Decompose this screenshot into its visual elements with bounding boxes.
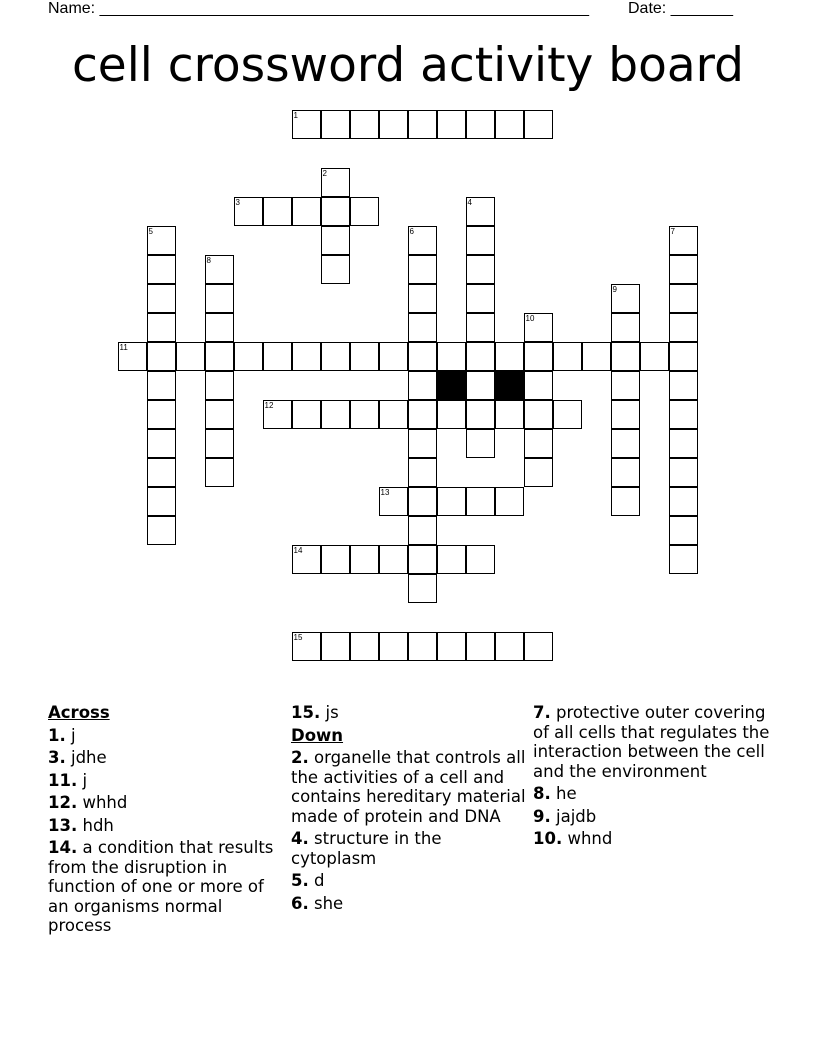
crossword-cell[interactable] — [321, 400, 350, 429]
crossword-cell[interactable] — [582, 342, 611, 371]
cell-number: 15 — [293, 633, 303, 642]
cell-number: 4 — [467, 198, 472, 207]
clue-across-3: 3. jdhe — [48, 748, 107, 767]
crossword-cell[interactable] — [234, 342, 263, 371]
crossword-cell[interactable] — [408, 458, 437, 487]
crossword-cell[interactable] — [263, 197, 292, 226]
clue-across-11: 11. j — [48, 770, 88, 790]
clue-across-13: 13. hdh — [48, 815, 114, 835]
crossword-cell[interactable] — [408, 371, 437, 400]
clue-down-4: 4. structure in the cytoplasm — [291, 829, 442, 868]
cell-number: 9 — [612, 285, 617, 294]
crossword-cell[interactable] — [379, 110, 408, 139]
crossword-cell[interactable] — [669, 516, 698, 545]
crossword-cell[interactable] — [147, 429, 176, 458]
cell-number: 7 — [670, 227, 675, 236]
crossword-cell[interactable] — [205, 255, 234, 284]
crossword-cell[interactable] — [408, 110, 437, 139]
crossword-cell[interactable] — [321, 110, 350, 139]
crossword-cell[interactable] — [669, 371, 698, 400]
crossword-cell[interactable] — [495, 632, 524, 661]
crossword-cell[interactable] — [321, 168, 350, 197]
crossword-cell[interactable] — [524, 313, 553, 342]
crossword-cell[interactable] — [669, 342, 698, 371]
crossword-cell[interactable] — [408, 545, 437, 574]
clues-column-1 — [48, 703, 288, 939]
crossword-cell[interactable] — [553, 342, 582, 371]
crossword-cell[interactable] — [379, 632, 408, 661]
crossword-cell[interactable] — [408, 342, 437, 371]
crossword-cell[interactable] — [205, 342, 234, 371]
cell-number: 11 — [119, 343, 128, 352]
crossword-cell[interactable] — [466, 545, 495, 574]
clue-across-1: 1. j — [48, 725, 76, 745]
crossword-cell[interactable] — [669, 284, 698, 313]
crossword-cell[interactable] — [292, 110, 321, 139]
crossword-cell[interactable] — [205, 429, 234, 458]
crossword-cell[interactable] — [669, 458, 698, 487]
crossword-cell[interactable] — [147, 313, 176, 342]
crossword-cell[interactable] — [408, 284, 437, 313]
crossword-cell[interactable] — [292, 545, 321, 574]
crossword-cell[interactable] — [379, 487, 408, 516]
crossword-cell[interactable] — [350, 632, 379, 661]
crossword-cell[interactable] — [466, 487, 495, 516]
cell-number: 14 — [293, 546, 303, 555]
crossword-cell[interactable] — [669, 313, 698, 342]
clue-down-8: 8. he — [533, 784, 577, 803]
clue-across-12: 12. whhd — [48, 793, 128, 812]
crossword-cell[interactable] — [524, 632, 553, 661]
crossword-cell[interactable] — [408, 516, 437, 545]
crossword-cell[interactable] — [466, 429, 495, 458]
crossword-cell[interactable] — [611, 371, 640, 400]
crossword-cell[interactable] — [524, 342, 553, 371]
crossword-cell[interactable] — [147, 255, 176, 284]
clue-down-2: 2. organelle that controls all the activities of a cell and contains hereditary material made of protein and DNA — [291, 748, 526, 826]
cell-number: 3 — [235, 198, 240, 207]
clue-down-7: 7. protective outer covering of all cells that regulates the interaction between the cell and the environment — [533, 703, 770, 781]
crossword-cell[interactable] — [147, 400, 176, 429]
clues-column-2 — [291, 703, 531, 916]
crossword-cell[interactable] — [408, 632, 437, 661]
crossword-cell[interactable] — [466, 632, 495, 661]
crossword-block — [437, 371, 466, 400]
cell-number: 12 — [264, 401, 274, 410]
crossword-cell[interactable] — [495, 400, 524, 429]
cell-number: 6 — [409, 227, 414, 236]
crossword-cell[interactable] — [147, 458, 176, 487]
crossword-cell[interactable] — [495, 487, 524, 516]
crossword-cell[interactable] — [321, 197, 350, 226]
crossword-cell[interactable] — [437, 487, 466, 516]
crossword-cell[interactable] — [669, 226, 698, 255]
crossword-cell[interactable] — [669, 429, 698, 458]
crossword-cell[interactable] — [466, 313, 495, 342]
crossword-cell[interactable] — [669, 545, 698, 574]
crossword-cell[interactable] — [408, 400, 437, 429]
crossword-cell[interactable] — [553, 400, 582, 429]
clue-down-9: 9. jajdb — [533, 806, 597, 826]
crossword-cell[interactable] — [611, 313, 640, 342]
crossword-cell[interactable] — [495, 110, 524, 139]
cell-number: 2 — [322, 169, 327, 178]
crossword-cell[interactable] — [176, 342, 205, 371]
down-heading: Down — [291, 725, 344, 745]
crossword-cell[interactable] — [524, 458, 553, 487]
crossword-cell[interactable] — [147, 487, 176, 516]
clues-column-3 — [533, 703, 773, 852]
crossword-cell[interactable] — [408, 574, 437, 603]
crossword-cell[interactable] — [118, 342, 147, 371]
crossword-cell[interactable] — [292, 197, 321, 226]
crossword-cell[interactable] — [350, 400, 379, 429]
date-field[interactable]: Date: _______ — [628, 0, 733, 17]
crossword-cell[interactable] — [263, 342, 292, 371]
crossword-cell[interactable] — [147, 342, 176, 371]
crossword-cell[interactable] — [321, 632, 350, 661]
crossword-cell[interactable] — [669, 400, 698, 429]
crossword-cell[interactable] — [350, 197, 379, 226]
crossword-cell[interactable] — [350, 110, 379, 139]
crossword-cell[interactable] — [205, 284, 234, 313]
crossword-cell[interactable] — [611, 342, 640, 371]
crossword-cell[interactable] — [321, 255, 350, 284]
crossword-cell[interactable] — [292, 632, 321, 661]
crossword-cell[interactable] — [466, 197, 495, 226]
crossword-cell[interactable] — [669, 255, 698, 284]
cell-number: 10 — [525, 314, 535, 323]
crossword-cell[interactable] — [437, 400, 466, 429]
cell-number: 1 — [293, 111, 298, 120]
crossword-cell[interactable] — [466, 255, 495, 284]
crossword-cell[interactable] — [640, 342, 669, 371]
crossword-cell[interactable] — [611, 487, 640, 516]
across-heading: Across — [48, 703, 110, 722]
crossword-cell[interactable] — [466, 226, 495, 255]
crossword-cell[interactable] — [321, 226, 350, 255]
crossword-cell[interactable] — [524, 400, 553, 429]
crossword-cell[interactable] — [205, 458, 234, 487]
page-title: cell crossword activity board — [71, 38, 745, 93]
crossword-cell[interactable] — [205, 313, 234, 342]
crossword-cell[interactable] — [611, 429, 640, 458]
crossword-cell[interactable] — [466, 371, 495, 400]
crossword-block — [495, 371, 524, 400]
clue-down-5: 5. d — [291, 871, 325, 890]
crossword-cell[interactable] — [524, 110, 553, 139]
crossword-cell[interactable] — [466, 400, 495, 429]
crossword-cell[interactable] — [437, 110, 466, 139]
clue-across-14: 14. a condition that results from the disruption in function of one or more of an organisms normal process — [48, 838, 274, 935]
crossword-cell[interactable] — [466, 110, 495, 139]
crossword-cell[interactable] — [408, 429, 437, 458]
crossword-cell[interactable] — [205, 400, 234, 429]
crossword-cell[interactable] — [408, 255, 437, 284]
crossword-cell[interactable] — [379, 400, 408, 429]
crossword-cell[interactable] — [147, 516, 176, 545]
crossword-cell[interactable] — [408, 487, 437, 516]
crossword-cell[interactable] — [466, 342, 495, 371]
crossword-cell[interactable] — [350, 342, 379, 371]
clue-across-15: 15. js — [291, 703, 339, 722]
crossword-cell[interactable] — [611, 284, 640, 313]
crossword-cell[interactable] — [263, 400, 292, 429]
crossword-cell[interactable] — [524, 371, 553, 400]
crossword-cell[interactable] — [205, 371, 234, 400]
crossword-cell[interactable] — [350, 545, 379, 574]
crossword-cell[interactable] — [408, 226, 437, 255]
crossword-cell[interactable] — [379, 545, 408, 574]
crossword-cell[interactable] — [321, 545, 350, 574]
crossword-cell[interactable] — [669, 487, 698, 516]
crossword-cell[interactable] — [234, 197, 263, 226]
crossword-cell[interactable] — [466, 284, 495, 313]
crossword-cell[interactable] — [495, 342, 524, 371]
clue-down-6: 6. she — [291, 893, 344, 913]
crossword-cell[interactable] — [147, 226, 176, 255]
crossword-cell[interactable] — [437, 545, 466, 574]
crossword-cell[interactable] — [147, 284, 176, 313]
cell-number: 5 — [148, 227, 153, 236]
cell-number: 8 — [206, 256, 211, 265]
name-field[interactable]: Name: _______________________________________________________ — [48, 0, 589, 17]
clue-down-10: 10. whnd — [533, 829, 613, 848]
crossword-cell[interactable] — [611, 400, 640, 429]
crossword-cell[interactable] — [408, 313, 437, 342]
crossword-cell[interactable] — [292, 342, 321, 371]
crossword-cell[interactable] — [437, 632, 466, 661]
crossword-cell[interactable] — [147, 371, 176, 400]
crossword-cell[interactable] — [611, 458, 640, 487]
crossword-cell[interactable] — [524, 429, 553, 458]
crossword-cell[interactable] — [292, 400, 321, 429]
crossword-cell[interactable] — [321, 342, 350, 371]
crossword-cell[interactable] — [379, 342, 408, 371]
crossword-cell[interactable] — [437, 342, 466, 371]
cell-number: 13 — [380, 488, 390, 497]
